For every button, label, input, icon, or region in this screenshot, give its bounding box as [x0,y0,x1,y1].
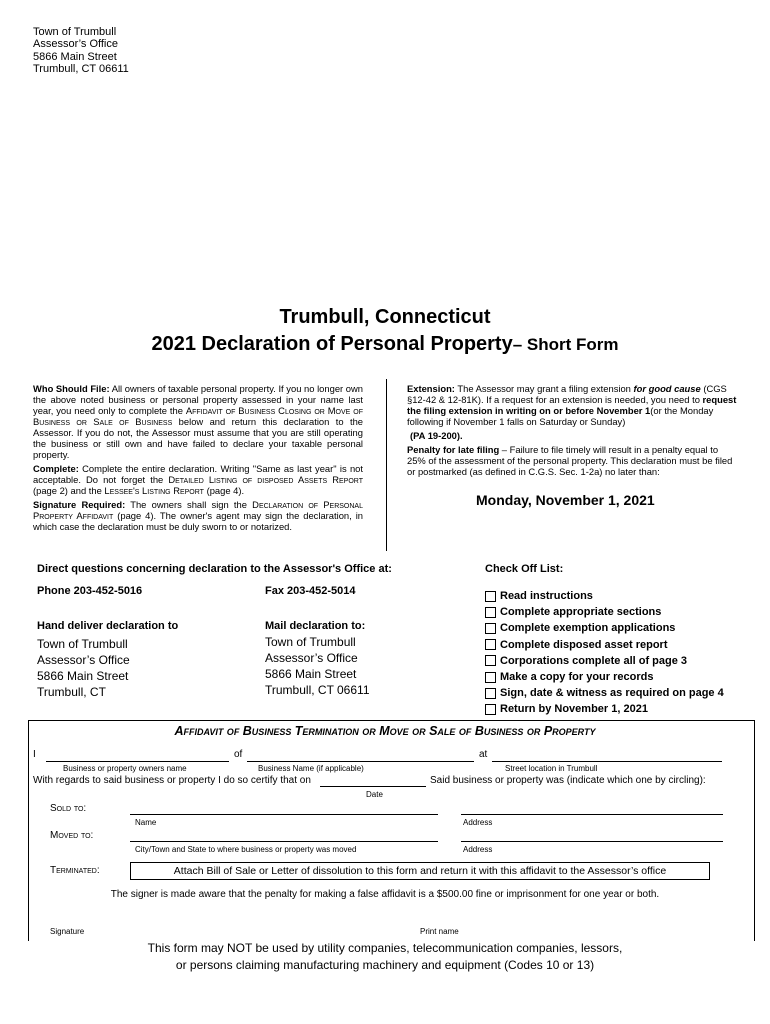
footer-line-2: or persons claiming manufacturing machinery and equipment (Codes 10 or 13) [175,958,595,972]
print-name-caption: Print name [420,927,459,936]
business-name-field[interactable] [247,761,474,762]
city-caption: City/Town and State to where business or property was moved [135,845,357,854]
extension-paragraph [407,383,737,427]
affidavit-box [28,720,755,941]
address-line: Town of Trumbull [37,637,128,651]
hand-deliver-label: Hand deliver declaration to [37,620,179,632]
footer-line-1: This form may NOT be used by utility companies, telecommunication companies, lessors, [147,941,623,955]
checklist-label: Corporations complete all of page 3 [500,654,688,667]
checkbox[interactable] [485,704,496,715]
date-field[interactable] [320,786,426,787]
terminated-instructions [130,862,710,880]
checklist-item[interactable] [485,685,724,701]
who-text: All owners of taxable personal property. If you no longer own the above noted business or personal property assessed in your name last year, you need only to complete the [33,383,363,416]
checkbox[interactable] [485,688,496,699]
penalty-text: – Failure to file timely will result in a penalty equal to 25% of the assessment of the personal property. This declaration must be filed or postmarked (as defined in C.G.S. Sec. 1-2a) no later than: [407,444,733,477]
owner-name-field[interactable] [46,761,229,762]
mail-label: Mail declaration to: [265,620,366,632]
said-text: Said business or property was (indicate which one by circling): [430,775,706,786]
address-caption: Address [463,818,493,827]
moved-to-city-field[interactable] [130,841,438,842]
who-label: Who Should File: [33,383,110,394]
sold-to-option[interactable]: Sold to: [50,803,87,814]
address-caption-2: Address [463,845,493,854]
complete-label: Complete: [33,463,79,474]
checklist-label: Read instructions [500,590,593,603]
address-line: 5866 Main Street [37,669,129,683]
checkbox[interactable] [485,607,496,618]
direct-questions: Direct questions concerning declaration to the Assessor's Office at: [37,563,392,575]
owner-caption: Business or property owners name [63,764,187,773]
checklist-item[interactable] [485,588,724,604]
checkbox[interactable] [485,623,496,634]
signature-label: Signature Required: [33,499,126,510]
complete-text-2: (page 2) and the [33,485,105,496]
street-caption: Street location in Trumbull [505,764,598,773]
extension-text-3: (or the Monday following if November 1 falls on Saturday or Sunday) [407,405,714,427]
signature-text-2: (page 4). The owner's agent may sign the declaration, in which case the declaration must be duly sworn to or notarized. [33,510,363,532]
address-line: 5866 Main Street [33,50,117,63]
checklist-item[interactable] [485,637,724,653]
checkbox[interactable] [485,591,496,602]
public-act [410,430,737,441]
terminated-option[interactable]: Terminated: [50,865,100,876]
extension-text-2: (CGS §12-42 & 12-81K). If a request for an extension is needed, you need to [407,383,727,405]
good-cause: for good cause [633,383,701,394]
complete-paragraph [33,463,363,496]
address-line: Town of Trumbull [33,26,117,38]
false-affidavit-notice: The signer is made aware that the penalty for making a false affidavit is a $500.00 fine or imprisonment for one year or both. [110,889,660,900]
checklist-label: Return by November 1, 2021 [500,703,648,716]
moved-to-option[interactable]: Moved to: [50,830,94,841]
who-should-file [33,383,363,460]
address-line: 5866 Main Street [265,667,357,681]
assessor-address [33,26,129,75]
penalty-label: Penalty for late filing [407,444,500,455]
checkbox[interactable] [485,655,496,666]
affidavit-title: Affidavit of Business Termination or Move or Sale of Business or Property [174,724,596,738]
complete-text: Complete the entire declaration. Writing "Same as last year" is not acceptable. Do not forget the [33,463,363,485]
at-label: at [479,749,488,760]
signature-paragraph [33,499,363,532]
of-label: of [234,749,243,760]
checklist-item[interactable] [485,604,724,620]
checklist-item[interactable] [485,620,724,636]
sold-to-name-field[interactable] [130,814,438,815]
checkbox[interactable] [485,672,496,683]
business-caption: Business Name (if applicable) [258,764,364,773]
checklist [485,588,724,718]
checkbox[interactable] [485,639,496,650]
checklist-item[interactable] [485,653,724,669]
i-label: I [33,749,36,760]
signature-caption: Signature [50,927,85,936]
lessee-listing-reference: Lessee's Listing Report [104,485,204,496]
name-caption: Name [135,818,157,827]
filing-deadline: Monday, November 1, 2021 [476,492,655,508]
checklist-label: Complete appropriate sections [500,606,662,619]
date-caption: Date [366,790,383,799]
checklist-label: Sign, date & witness as required on page 4 [500,687,724,700]
instructions-left-column [33,383,363,535]
hand-deliver-address [37,636,130,700]
page-title: Trumbull, Connecticut [279,306,491,328]
moved-to-address-field[interactable] [461,841,723,842]
declaration-affidavit-reference: Declaration of Personal Property Affidavit [33,499,363,521]
street-location-field[interactable] [492,761,722,762]
checklist-item[interactable] [485,701,724,717]
affidavit-reference: Affidavit of Business Closing or Move of Business or Sale of Business [33,405,363,427]
address-line: Trumbull, CT 06611 [265,683,370,697]
checklist-title: Check Off List: [485,563,564,575]
extension-deadline: request the filing extension in writing on or before November 1 [407,394,737,416]
checklist-item[interactable] [485,669,724,685]
sold-to-address-field[interactable] [461,814,723,815]
fax-number: Fax 203-452-5014 [265,585,356,597]
form-title [0,333,770,356]
phone-number: Phone 203-452-5016 [37,585,143,597]
form-title-suffix: – Short Form [512,335,619,354]
instructions-right-column [407,383,737,480]
signature-text: The owners shall sign the [125,499,253,510]
extension-label: Extension: [407,383,455,394]
who-text-2: below and return this declaration to the Assessor. If you do not, the Assessor must assume that you are still operating the business or still own and have failed to declare your taxable personal property. [33,416,364,460]
address-line: Assessor’s Office [265,651,358,665]
public-act-text: (PA 19-200). [410,430,463,441]
terminated-text: Attach Bill of Sale or Letter of dissolution to this form and return it with this affidavit to the Assessor’s office [173,865,667,877]
form-title-main: 2021 Declaration of Personal Property [151,333,513,355]
mail-address [265,634,370,698]
checklist-label: Complete disposed asset report [500,638,668,651]
extension-text: The Assessor may grant a filing extension [454,383,634,394]
address-line: Trumbull, CT [37,685,106,699]
checklist-label: Make a copy for your records [500,671,654,684]
complete-text-3: (page 4). [203,485,245,496]
checklist-label: Complete exemption applications [500,622,676,635]
certify-text: With regards to said business or property I do so certify that on [33,775,311,786]
address-line: Town of Trumbull [265,635,356,649]
address-line: Trumbull, CT 06611 [33,62,129,75]
disposed-assets-reference: Detailed Listing of disposed Assets Report [168,474,363,485]
penalty-paragraph [407,444,737,477]
address-line: Assessor’s Office [37,653,130,667]
column-divider [386,379,387,551]
address-line: Assessor’s Office [33,38,118,51]
